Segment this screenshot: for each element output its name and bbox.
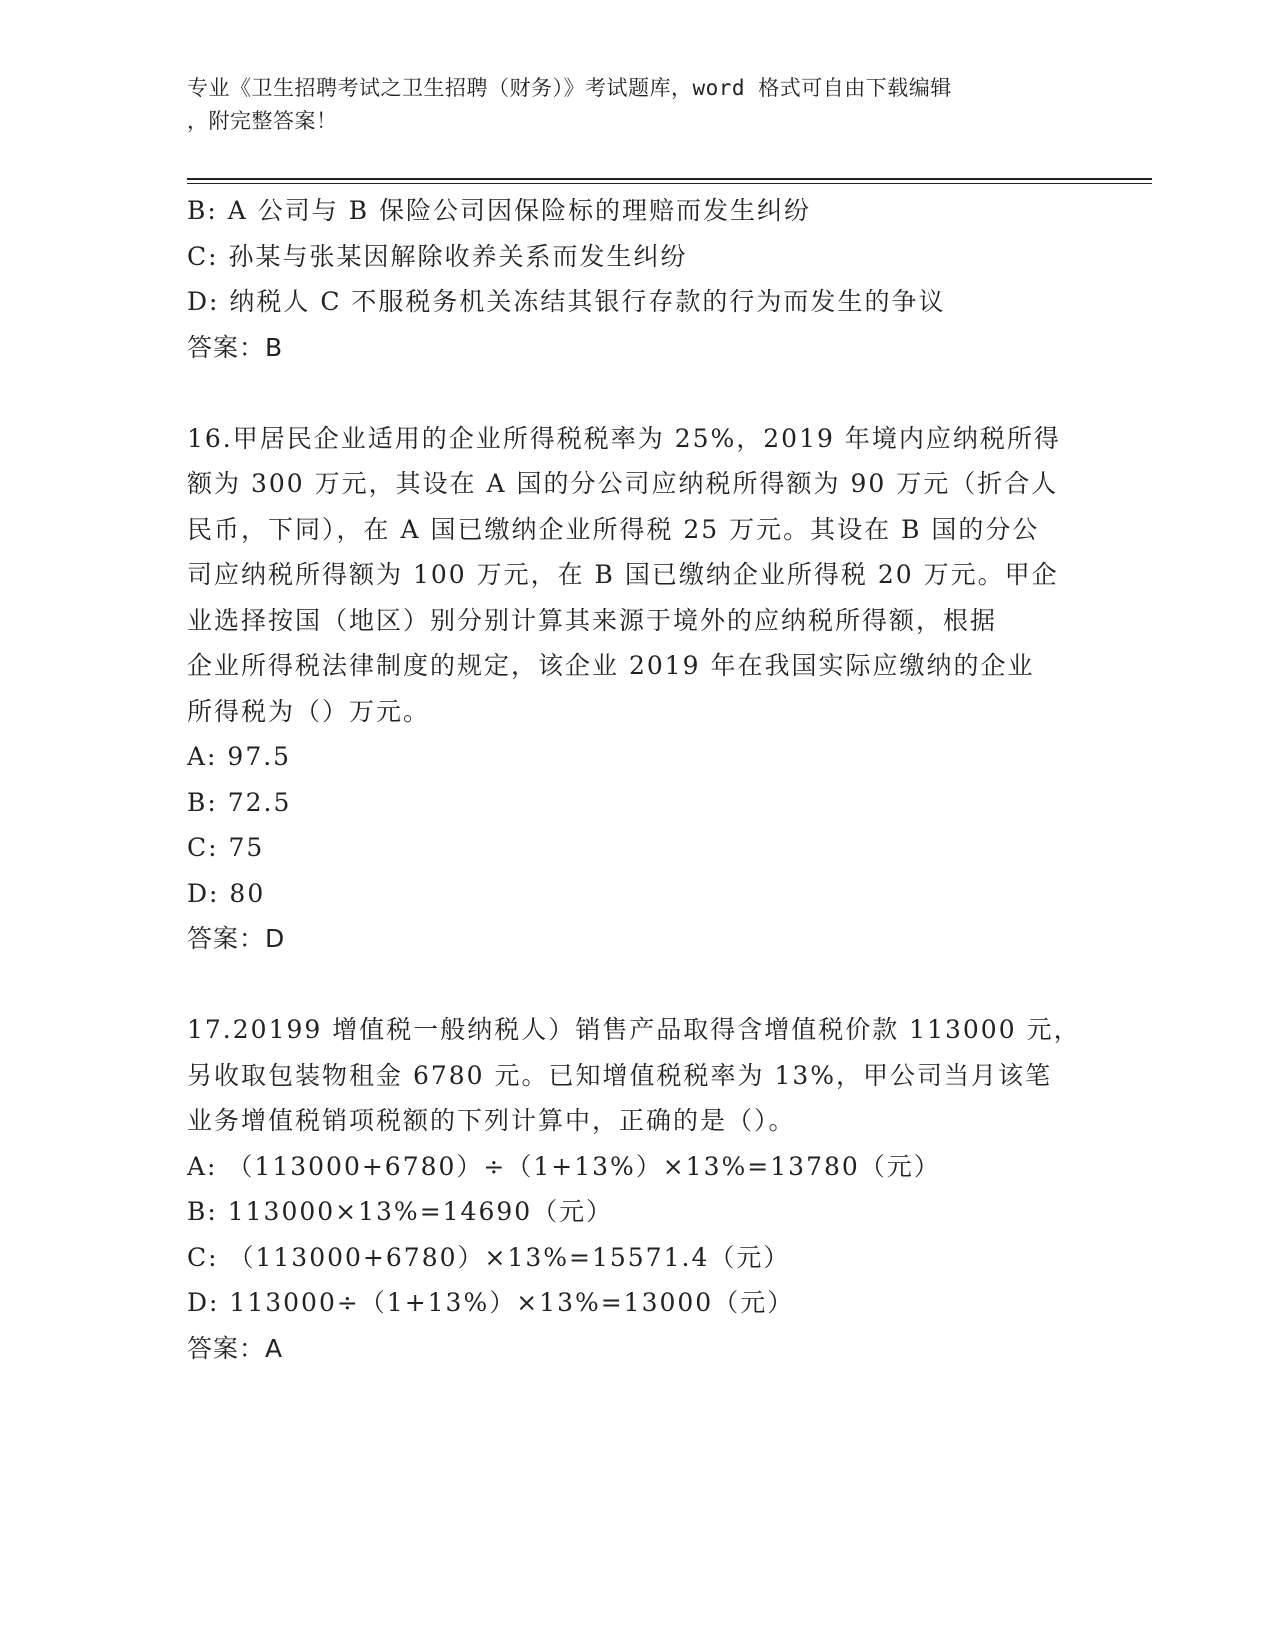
option-c: C: 75 bbox=[187, 833, 265, 862]
question-stem-line: 额为 300 万元，其设在 A 国的分公司应纳税所得额为 90 万元（折合人 bbox=[187, 469, 1059, 498]
question-stem-line: 企业所得税法律制度的规定，该企业 2019 年在我国实际应缴纳的企业 bbox=[187, 651, 1035, 680]
question-16 bbox=[187, 416, 1087, 962]
option-c: C: （113000+6780）×13%=15571.4（元） bbox=[187, 1242, 791, 1272]
header-line-2: ，附完整答案！ bbox=[187, 109, 338, 133]
header-rule-thin bbox=[187, 183, 1152, 184]
question-stem-line: 业务增值税销项税额的下列计算中，正确的是（）。 bbox=[187, 1106, 796, 1135]
option-b: B: 72.5 bbox=[187, 787, 292, 817]
question-stem-line: 司应纳税所得额为 100 万元，在 B 国已缴纳企业所得税 20 万元。甲企 bbox=[187, 560, 1059, 589]
option-a: A: 97.5 bbox=[187, 742, 292, 771]
option-c: C: 孙某与张某因解除收养关系而发生纠纷 bbox=[187, 241, 688, 271]
question-stem-line: 17.20199 增值税一般纳税人）销售产品取得含增值税价款 113000 元， bbox=[187, 1015, 1081, 1044]
question-stem-line: 另收取包装物租金 6780 元。已知增值税税率为 13%，甲公司当月该笔 bbox=[187, 1060, 1053, 1090]
option-d: D: 80 bbox=[187, 878, 266, 908]
option-b: B: A 公司与 B 保险公司因保险标的理赔而发生纠纷 bbox=[187, 196, 812, 225]
document-body bbox=[187, 188, 1087, 1371]
header-rule-thick bbox=[187, 178, 1152, 180]
option-d: D: 113000÷（1+13%）×13%=13000（元） bbox=[187, 1288, 795, 1317]
document-header bbox=[187, 72, 1067, 138]
question-15 bbox=[187, 188, 1087, 370]
question-stem-line: 业选择按国（地区）别分别计算其来源于境外的应纳税所得额，根据 bbox=[187, 605, 998, 635]
spacer bbox=[187, 370, 1087, 416]
spacer bbox=[187, 962, 1087, 1008]
answer: 答案：B bbox=[187, 332, 284, 362]
question-17 bbox=[187, 1007, 1087, 1371]
answer: 答案：D bbox=[187, 924, 286, 953]
question-stem-line: 民币，下同），在 A 国已缴纳企业所得税 25 万元。其设在 B 国的分公 bbox=[187, 514, 1040, 544]
question-stem-line: 所得税为（）万元。 bbox=[187, 696, 431, 726]
header-line-1: 专业《卫生招聘考试之卫生招聘（财务）》考试题库，word 格式可自由下载编辑 bbox=[187, 76, 952, 100]
answer: 答案：A bbox=[187, 1333, 284, 1363]
option-b: B: 113000×13%=14690（元） bbox=[187, 1197, 614, 1226]
option-d: D: 纳税人 C 不服税务机关冻结其银行存款的行为而发生的争议 bbox=[187, 287, 946, 316]
option-a: A: （113000+6780）÷（1+13%）×13%=13780（元） bbox=[187, 1151, 941, 1181]
question-stem-line: 16.甲居民企业适用的企业所得税税率为 25%，2019 年境内应纳税所得 bbox=[187, 423, 1061, 453]
